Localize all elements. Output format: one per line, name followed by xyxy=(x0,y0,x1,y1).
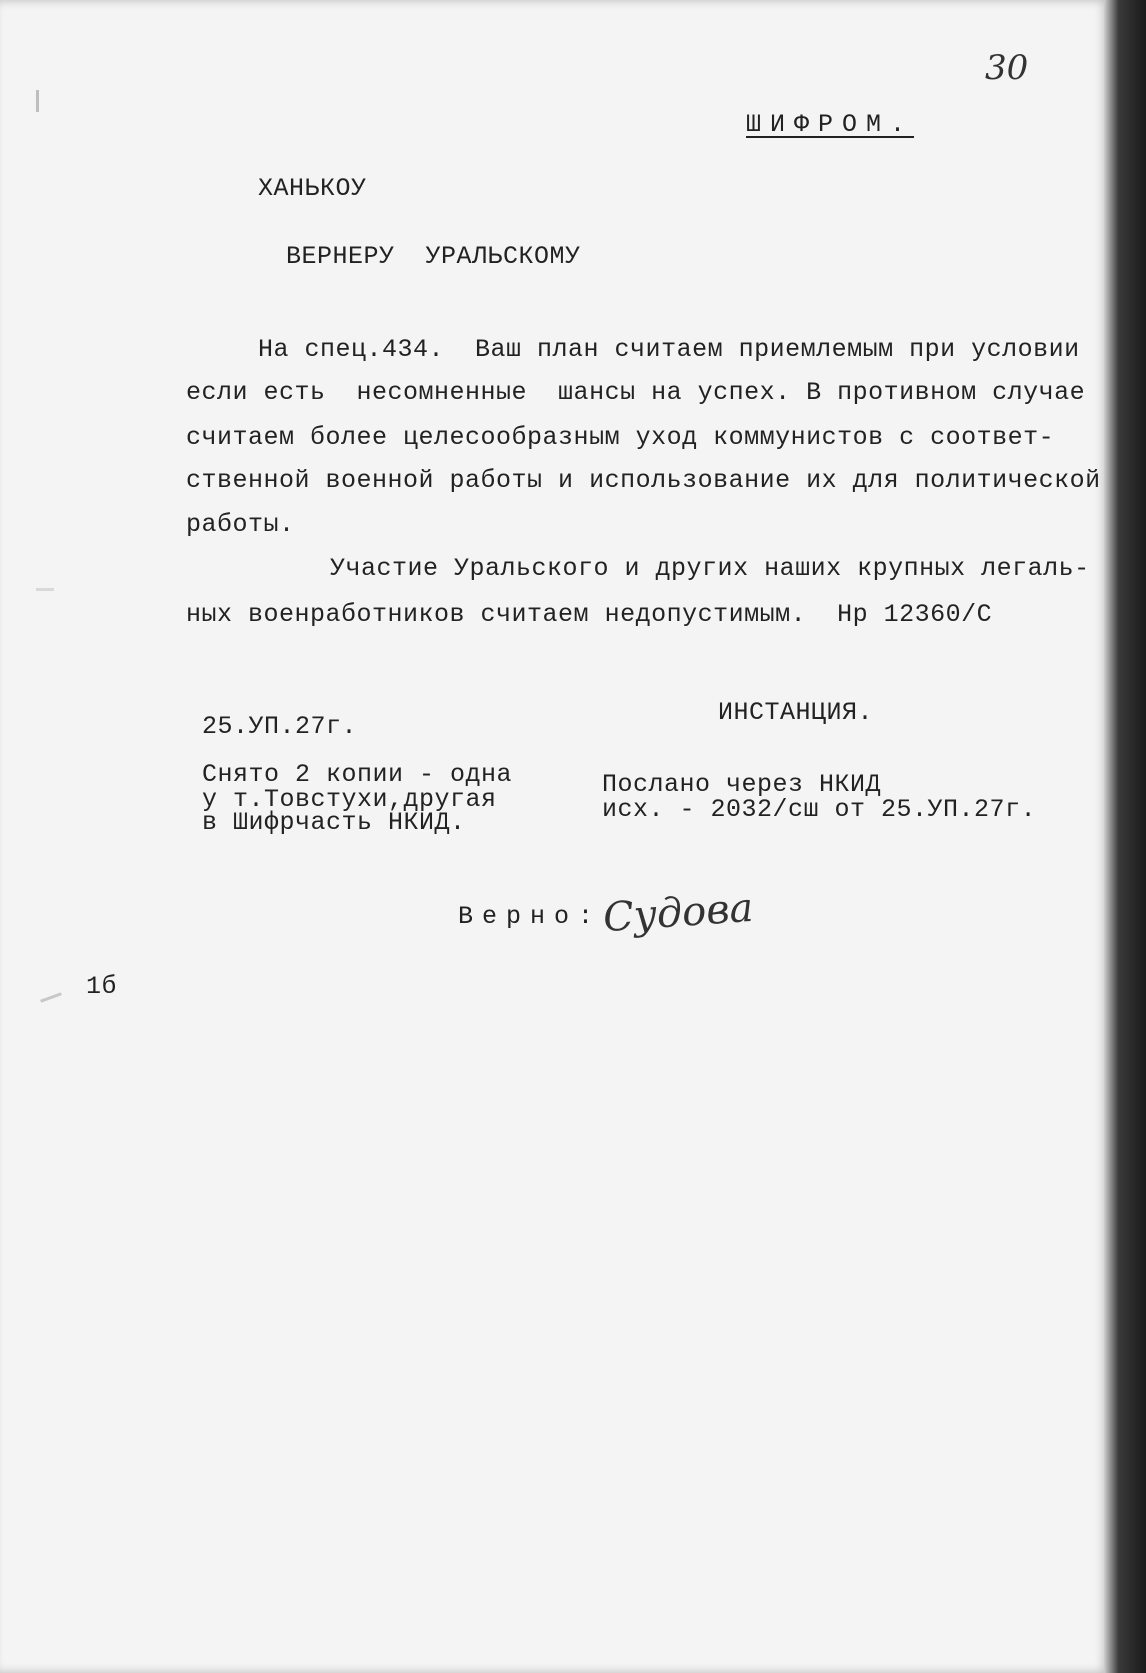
recipient-line-2: ВЕРНЕРУ УРАЛЬСКОМУ xyxy=(286,242,581,271)
classification-heading: ШИФРОМ. xyxy=(746,110,915,139)
page-number: 30 xyxy=(985,48,1029,88)
body-line-1: На спец.434. Ваш план считаем приемлемым при условии xyxy=(258,335,1080,364)
paragraph2-line-1: Участие Уральского и других наших крупных легаль- xyxy=(330,554,1090,583)
sent-line-2: исх. - 2032/сш от 25.УП.27г. xyxy=(602,795,1037,824)
copies-line-3: в Шифрчасть НКИД. xyxy=(202,808,466,837)
scan-mark xyxy=(36,588,54,591)
scan-mark xyxy=(40,992,62,1002)
signature: Судова xyxy=(601,884,755,942)
page-edge-shadow xyxy=(1104,0,1146,1673)
body-line-2: если есть несомненные шансы на успех. В противном случае xyxy=(186,378,1086,407)
body-line-5: работы. xyxy=(186,510,295,539)
recipient-line-1: ХАНЬКОУ xyxy=(258,174,367,203)
body-line-4: ственной военной работы и использование их для политической xyxy=(186,466,1101,495)
copies-line-1: Снято 2 копии - одна xyxy=(202,760,513,789)
body-line-3: считаем более целесообразным уход коммунистов с соответ- xyxy=(186,423,1055,452)
footer-code: 1б xyxy=(86,972,118,1001)
certified-label: Верно: xyxy=(458,902,603,931)
sent-line-1: Послано через НКИД xyxy=(602,770,882,799)
instance-label: ИНСТАНЦИЯ. xyxy=(718,698,874,727)
scan-mark xyxy=(36,90,39,112)
paragraph2-line-2: ных военработников считаем недопустимым. Нр 12360/С xyxy=(186,600,993,629)
date: 25.УП.27г. xyxy=(202,712,358,741)
copies-line-2: у т.Товстухи,другая xyxy=(202,785,497,814)
